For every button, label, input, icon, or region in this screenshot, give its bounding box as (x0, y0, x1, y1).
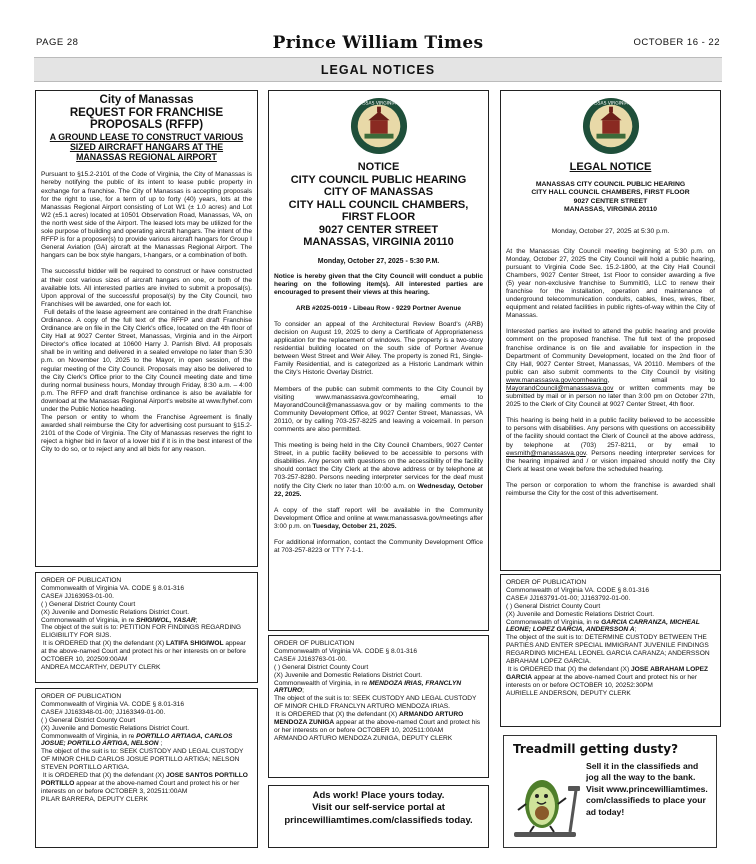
legal-paragraph: Interested parties are invited to attend the public hearing and provide comment on the proposed franchise. The full text of the proposed franchise ordinance is on file and available for inspection in the Department of Community Development, located on the 2nd floor of City Hall, 9027 Center Street, Manassas, VA 20110. Members of the public can also submit comments to the City Council by visiting www.manassasva.gov/comhearing, email to MayorandCouncil@manassasva.gov or written comments may be submitted by mail or in person no later than 3:00 pm on October 27th, 2025 to the Clerk of City Council at 9027 Center Street, 4th floor. (506, 328, 715, 409)
order-court: ( ) General District County Court (41, 716, 136, 724)
ad-link[interactable]: princewilliamtimes.com/classifieds today. (284, 814, 473, 826)
order-in-re: Commonwealth of Virginia, in re SHIGIWOL, YASAR; (41, 616, 198, 624)
seal-text: MANASSAS VIRGINIA 1873 (349, 101, 408, 107)
comhearing-link[interactable]: www.manassasva.gov/comhearing (506, 376, 608, 384)
order-court: (X) Juvenile and Domestic Relations District Court. (506, 610, 655, 618)
order-ordered: It is ORDERED that (X) the defendant (X) ARMANDO ARTURO MENDOZA ZUNIGA appear at the above-named Court and protect his or her interests on or before OCTOBER 10, 202511:00AM (274, 711, 481, 734)
order-court: (X) Juvenile and Domestic Relations District Court. (274, 671, 423, 679)
order-ordered: It is ORDERED that (X) the defendant (X) JOSE SANTOS PORTILLO PORTILLO appear at the above-named Court and protect his or her interests on or before OCTOBER 3, 202511:00AM (41, 772, 248, 795)
order-court: ( ) General District County Court (274, 663, 369, 671)
order-publication-mendoza (268, 635, 489, 778)
section-title: LEGAL NOTICES (320, 63, 436, 77)
order-publication-garcia (500, 574, 721, 727)
notice-paragraph: This meeting is being held in the City Council Chambers, 9027 Center Street, in a public facility believed to be accessible to persons with disabilities. Any person with questions on the accessibility of the facility should contact the City Clerk at the above address or by telephone at 703-257-8280. Persons needing interpreter services for the deaf must notify the City Clerk no later than 10:00 a.m. on Wednesday, October 22, 2025. (274, 442, 483, 498)
notice-arb: ARB #2025-0019 - Libeau Row - 9229 Portner Avenue (295, 304, 462, 312)
legal-paragraph: The person or corporation to whom the franchise is awarded shall reimburse the City for the cost of this advertisement. (506, 481, 715, 498)
notice-intro: Notice is hereby given that the City Council will conduct a public hearing on the following item(s). All interested parties are encouraged to present their views at this hearing. (274, 272, 483, 296)
order-clerk: PILAR BARRERA, DEPUTY CLERK (41, 795, 148, 803)
legal-paragraph: This hearing is being held in a public facility believed to be accessible to persons with disabilities. Any persons with questions on accessibility of the facility should contact the Clerk of Council at the above address, by telephone at (703) 257-8211, or by email to ewsmith@manassasva.gov. Persons needing interpreter services for the hearing impaired and / or vision impaired should notify the City Clerk at least one week before the scheduled hearing. (506, 417, 715, 473)
order-court: (X) Juvenile and Domestic Relations District Court. (41, 608, 190, 616)
page-number: PAGE 28 (36, 37, 79, 48)
order-code: Commonwealth of Virginia VA. CODE § 8.01-316 (274, 647, 418, 655)
order-clerk: ARMANDO ARTURO MENDOZA ZUNIGA, DEPUTY CLERK (274, 734, 453, 742)
notice-paragraph: To consider an appeal of the Architectural Review Board's (ARB) decision on August 19, 2025 to deny a Certificate of Appropriateness application for the replacement of windows. The property is a two-story residential building located on the south side of Portner Avenue between West Street and Weir Alley. The property is zoned R1, Single-Family Residential, and is categorized as a Historic Landmark within the City's Historic Overlay District. (274, 320, 483, 377)
order-in-re: Commonwealth of Virginia, in re PORTILLO ARTIAGA, CARLOS JOSUE; PORTILLO ARTIGA, NELSON ; (41, 732, 233, 748)
legal-title: MANASSAS, VIRGINIA 20110 (563, 206, 658, 213)
notice-title: 9027 CENTER STREET (318, 223, 439, 236)
city-council-notice (268, 90, 489, 631)
rffp-title: REQUEST FOR FRANCHISE PROPOSALS (RFFP) (69, 106, 224, 131)
notice-heading: NOTICE (357, 161, 400, 173)
order-publication-shigiwol (35, 572, 258, 683)
issue-date: OCTOBER 16 - 22 (633, 37, 720, 48)
order-code: Commonwealth of Virginia VA. CODE § 8.01-316 (41, 700, 185, 708)
order-heading: ORDER OF PUBLICATION (41, 577, 122, 584)
order-in-re: Commonwealth of Virginia, in re MENDOZA IRIAS, FRANCLYN ARTURO; (274, 679, 462, 695)
order-object: The object of the suit is to: SEEK CUSTODY AND LEGAL CUSTODY OF MINOR CHILD CARLOS JOSUE PORTILLO ARTIGA; NELSON STEVEN PORTILLO ARTIGA. (41, 748, 244, 772)
legal-meeting-date: Monday, October 27, 2025 at 5:30 p.m. (551, 227, 670, 235)
order-code: Commonwealth of Virginia VA. CODE § 8.01-316 (506, 586, 650, 594)
rffp-org: City of Manassas (99, 94, 194, 106)
order-heading: ORDER OF PUBLICATION (41, 693, 122, 700)
legal-notice-franchise (500, 90, 721, 571)
notice-title: MANASSAS, VIRGINIA 20110 (303, 236, 454, 248)
manassas-seal-icon (582, 97, 640, 155)
order-object: The object of the suit is to: DETERMINE CUSTODY BETWEEN THE PARTIES AND ENTER SPECIAL IMMIGRANT JUVENILE FINDINGS REGARDING MICHEAL LEONEL GARCIA CARANZA; ANDERSSON ABRAHAM LOPEZ GARCIA. (506, 634, 710, 666)
ad-line: Ads work! Place yours today. (312, 790, 445, 801)
order-court: (X) Juvenile and Domestic Relations District Court. (41, 724, 190, 732)
rffp-notice (35, 90, 258, 567)
legal-heading: LEGAL NOTICE (569, 161, 652, 173)
order-court: ( ) General District County Court (506, 602, 601, 610)
order-case: CASE# JJ163953-01-00. (41, 592, 114, 600)
rffp-paragraph: The successful bidder will be required to construct or have constructed at their cost various sizes of aircraft hangars on one, or both of the available lots. All interested parties are invited to submit a proposal(s). Upon approval of the successful proposal(s) by the City Council, two Franchises will be awarded, one for each lot. (41, 268, 252, 308)
treadmill-line: jog all the way to the bank. (586, 772, 696, 783)
rffp-paragraph: The person or entity to whom the Franchise Agreement is finally awarded shall reimburse the City for advertising cost pursuant to §15.2-2101 of the Code of Virginia. The City of Manassas reserves the right to reject a higher bid in favor of a lower bid if it is in the best interest of the City to do so, or to reject any and all bids for any reason. (41, 414, 252, 454)
order-publication-portillo (35, 688, 258, 848)
rffp-paragraph: Pursuant to §15.2-2101 of the Code of Virginia, the City of Manassas is hereby notifying the public of its intent to lease public property in exchange for a franchise. The City of Manassas is accepting proposals for the right to use, for a term of up to forty (40) years, lots at the Manassas Regional Airport consisting of Lot W1 (± 1.0 acres) and Lot W2 (±5.1 acres) located at 10501 Observation Road, Manassas, VA, on the north west side of the Airport. The leased lots may be utilized for the sole purpose of building and operating aircraft hangars. The intent of the RFFP is for a proposer(s) to provide various aircraft hangars for Group I General Aviation (GA) aircraft at the Manassas Regional Airport. The hangars can be box style hangars, t-hangars, or a combination of both. (41, 171, 252, 260)
notice-paragraph: Members of the public can submit comments to the City Council by visiting www.manassasva.gov/comhearing, email to MayorandCouncil@manassasva.gov or by mailing comments to the Community Development Office, at 9027 Center Street, Manassas, VA 20110, or by calling 703-257-8225 and leaving a voicemail. In person comments are also permitted. (274, 385, 483, 433)
notice-paragraph: A copy of the staff report will be available in the Community Development Office and online at www.manassasva.gov/meetings after 3:00 p.m. on Tuesday, October 21, 2025. (274, 506, 483, 530)
order-case: CASE# JJ163348-01-00; JJ163349-01-00. (41, 708, 166, 716)
masthead: Prince William Times (272, 33, 484, 53)
order-ordered: It is ORDERED that (X) the defendant (X) LATIFA SHIGIWOL appear at the above-named Court and protect his or her interests on or before OCTOBER 10, 202509:00AM (41, 640, 246, 664)
avocado-treadmill-icon (512, 766, 582, 842)
order-object: The object of the suit is to: SEEK CUSTODY AND LEGAL CUSTODY OF MINOR CHILD FRANCLYN ARTURO MENDOZA IRIAS. (274, 695, 477, 711)
notice-title: CITY OF MANASSAS (323, 186, 434, 198)
manassas-seal-icon (350, 97, 408, 155)
treadmill-link[interactable]: Visit www.princewilliamtimes. (586, 783, 708, 794)
legal-title: 9027 CENTER STREET (573, 197, 648, 205)
seal-text: MANASSAS VIRGINIA 1873 (581, 101, 640, 107)
legal-title: CITY HALL COUNCIL CHAMBERS, FIRST FLOOR (531, 189, 690, 196)
order-clerk: ANDREA MCCARTHY, DEPUTY CLERK (41, 663, 161, 671)
notice-title: CITY COUNCIL PUBLIC HEARING (290, 173, 467, 186)
treadmill-title: Treadmill getting dusty? (513, 742, 679, 756)
order-court: ( ) General District County Court (41, 600, 136, 608)
order-code: Commonwealth of Virginia VA. CODE § 8.01-316 (41, 584, 185, 592)
rffp-paragraph: Full details of the lease agreement are contained in the draft Franchise Ordinance. A copy of the full text of the RFFP and draft Franchise Ordinance are on file in the City Clerk's office, located on the 4th floor of City Hall at 9027 Center Street, Manassas, Virginia and in the Airport Director's office located at 10600 Harry J. Parrish Blvd. All proposals shall be in writing and delivered in a sealed envelope no later than 5:30 p.m. on November 10, 2025 to the Mayor, in open session, of the regular meeting of the City Council. Proposals may also be delivered to the City Clerk's Office prior to the City Council meeting date and time during normal business hours, Monday through Friday, 8:30 a.m. – 4:00 p.m. The RFFP and draft franchise ordinance is also be available for download at the Manassas Regional Airport's website at www.flyhef.com under the Public Notice heading. (41, 308, 252, 414)
notice-title: CITY HALL COUNCIL CHAMBERS, FIRST FLOOR (288, 198, 469, 223)
treadmill-line: Sell it in the classifieds and (586, 761, 699, 771)
notice-meeting-date: Monday, October 27, 2025 - 5:30 P.M. (317, 257, 440, 265)
order-object: The object of the suit is to: PETITION FOR FINDINGS REGARDING ELIGIBILITY FOR SIJS. (41, 624, 242, 640)
section-band (34, 57, 722, 82)
order-in-re: Commonwealth of Virginia, in re GARCIA CARRANZA, MICHEAL LEONE; LOPEZ GARCIA, ANDERSSON A; (506, 618, 700, 634)
order-heading: ORDER OF PUBLICATION (506, 579, 587, 586)
legal-title: MANASSAS CITY COUNCIL PUBLIC HEARING (535, 180, 686, 188)
legal-paragraph: At the Manassas City Council meeting beginning at 5:30 p.m. on Monday, October 27, 2025 the City Council will hold a public hearing, pursuant to Virginia Code Sec. 15.2-1800, at the City Hall Council Chambers, 9027 Center Street, 1st Floor to consider awarding a five (5) year non-exclusive franchise to SummitIG, LLC to renew their franchise for the installation, operation and maintenance of underground telecommunication conduits, cables, lines, wires, fiber, equipment and related facilities in public rights-of-way within the City of Manassas. (506, 247, 715, 320)
page-header (0, 0, 756, 58)
treadmill-link[interactable]: com/classifieds to place your (586, 795, 706, 806)
notice-paragraph: For additional information, contact the Community Development Office at 703-257-8223 or TTY 7-1-1. (274, 539, 483, 555)
order-ordered: It is ORDERED that (X) the defendant (X) JOSE ABRAHAM LOPEZ GARCIA appear at the above-named Court and protect his or her interests on or before OCTOBER 10, 20252:30PM (506, 665, 709, 689)
order-heading: ORDER OF PUBLICATION (274, 640, 355, 647)
order-case: CASE# JJ163791-01-00; JJ163792-01-00. (506, 594, 631, 602)
council-email-link[interactable]: MayorandCouncil@manassasva.gov (506, 385, 614, 392)
order-clerk: AURIELLE ANDERSON, DEPUTY CLERK (506, 689, 631, 697)
clerk-email-link[interactable]: ewsmith@manassasva.gov (506, 449, 586, 457)
classifieds-ad[interactable] (268, 785, 489, 848)
treadmill-line: ad today! (586, 806, 625, 817)
order-case: CASE# JJ163763-01-00. (274, 655, 347, 663)
ad-line: Visit our self-service portal at (312, 802, 445, 814)
rffp-subtitle: A GROUND LEASE TO CONSTRUCT VARIOUS SIZED AIRCRAFT HANGARS AT THE MANASSAS REGIONAL AIRPORT (49, 131, 244, 163)
treadmill-ad[interactable] (503, 735, 717, 848)
